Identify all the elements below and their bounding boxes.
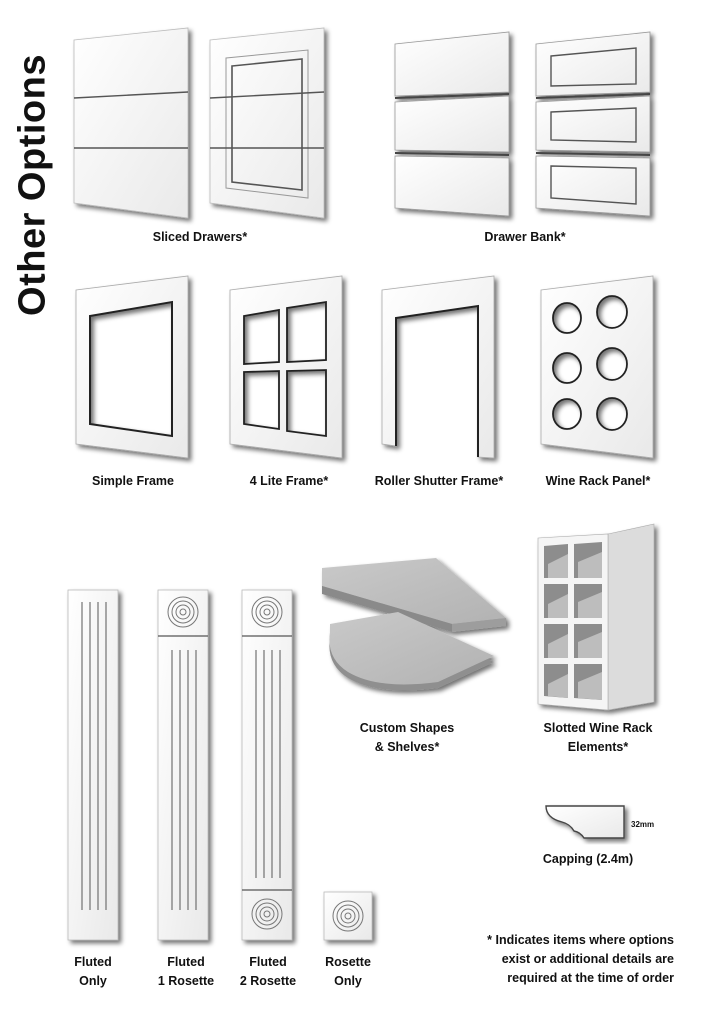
fluted-only-image [66, 588, 126, 948]
drawer-bank-label: Drawer Bank* [484, 230, 566, 244]
roller-shutter-frame-label: Roller Shutter Frame* [374, 474, 504, 488]
custom-shapes-label [342, 719, 472, 757]
fluted-1-rosette-label-line1: Fluted [167, 955, 205, 969]
page-title: Other Options [11, 54, 54, 316]
drawer-bank-image [393, 28, 658, 223]
custom-shapes-image [318, 558, 518, 708]
slotted-wine-rack-label-line1: Slotted Wine Rack [543, 721, 653, 735]
rosette-only-label [312, 953, 384, 991]
footnote-line2: exist or additional details are [501, 952, 674, 966]
rosette-only-label-line2: Only [334, 974, 362, 988]
fluted-2-rosette-label-line1: Fluted [249, 955, 287, 969]
wine-rack-panel-image [537, 276, 659, 462]
fluted-only-label-line1: Fluted [74, 955, 112, 969]
simple-frame-image [72, 276, 194, 462]
wine-rack-panel-label: Wine Rack Panel* [545, 474, 651, 488]
fluted-2-rosette-image [240, 588, 300, 948]
four-lite-frame-label: 4 Lite Frame* [249, 474, 329, 488]
slotted-wine-rack-label-line2: Elements* [567, 740, 629, 754]
sliced-drawers-label: Sliced Drawers* [152, 230, 248, 244]
footnote-line3: required at the time of order [507, 971, 674, 985]
custom-shapes-label-line1: Custom Shapes [359, 721, 455, 735]
capping-image [540, 804, 630, 844]
fluted-2-rosette-label [228, 953, 308, 991]
footnote-line1: * Indicates items where options [487, 933, 674, 947]
simple-frame-label: Simple Frame [92, 474, 174, 488]
fluted-2-rosette-label-line2: 2 Rosette [239, 974, 297, 988]
fluted-1-rosette-label-line2: 1 Rosette [157, 974, 215, 988]
sliced-drawers-image [70, 28, 335, 223]
slotted-wine-rack-image [530, 524, 665, 714]
rosette-only-label-line1: Rosette [325, 955, 371, 969]
custom-shapes-label-line2: & Shelves* [374, 740, 440, 754]
fluted-1-rosette-label [146, 953, 226, 991]
capping-dimension: 32mm [631, 820, 655, 829]
page-title-container [8, 40, 58, 330]
fluted-only-label [62, 953, 124, 991]
capping-label: Capping (2.4m) [542, 852, 634, 866]
footnote [440, 931, 674, 988]
fluted-only-label-line2: Only [79, 974, 107, 988]
slotted-wine-rack-label [523, 719, 673, 757]
rosette-only-image [322, 890, 378, 946]
fluted-1-rosette-image [156, 588, 216, 948]
roller-shutter-frame-image [378, 276, 500, 462]
four-lite-frame-image [226, 276, 348, 462]
